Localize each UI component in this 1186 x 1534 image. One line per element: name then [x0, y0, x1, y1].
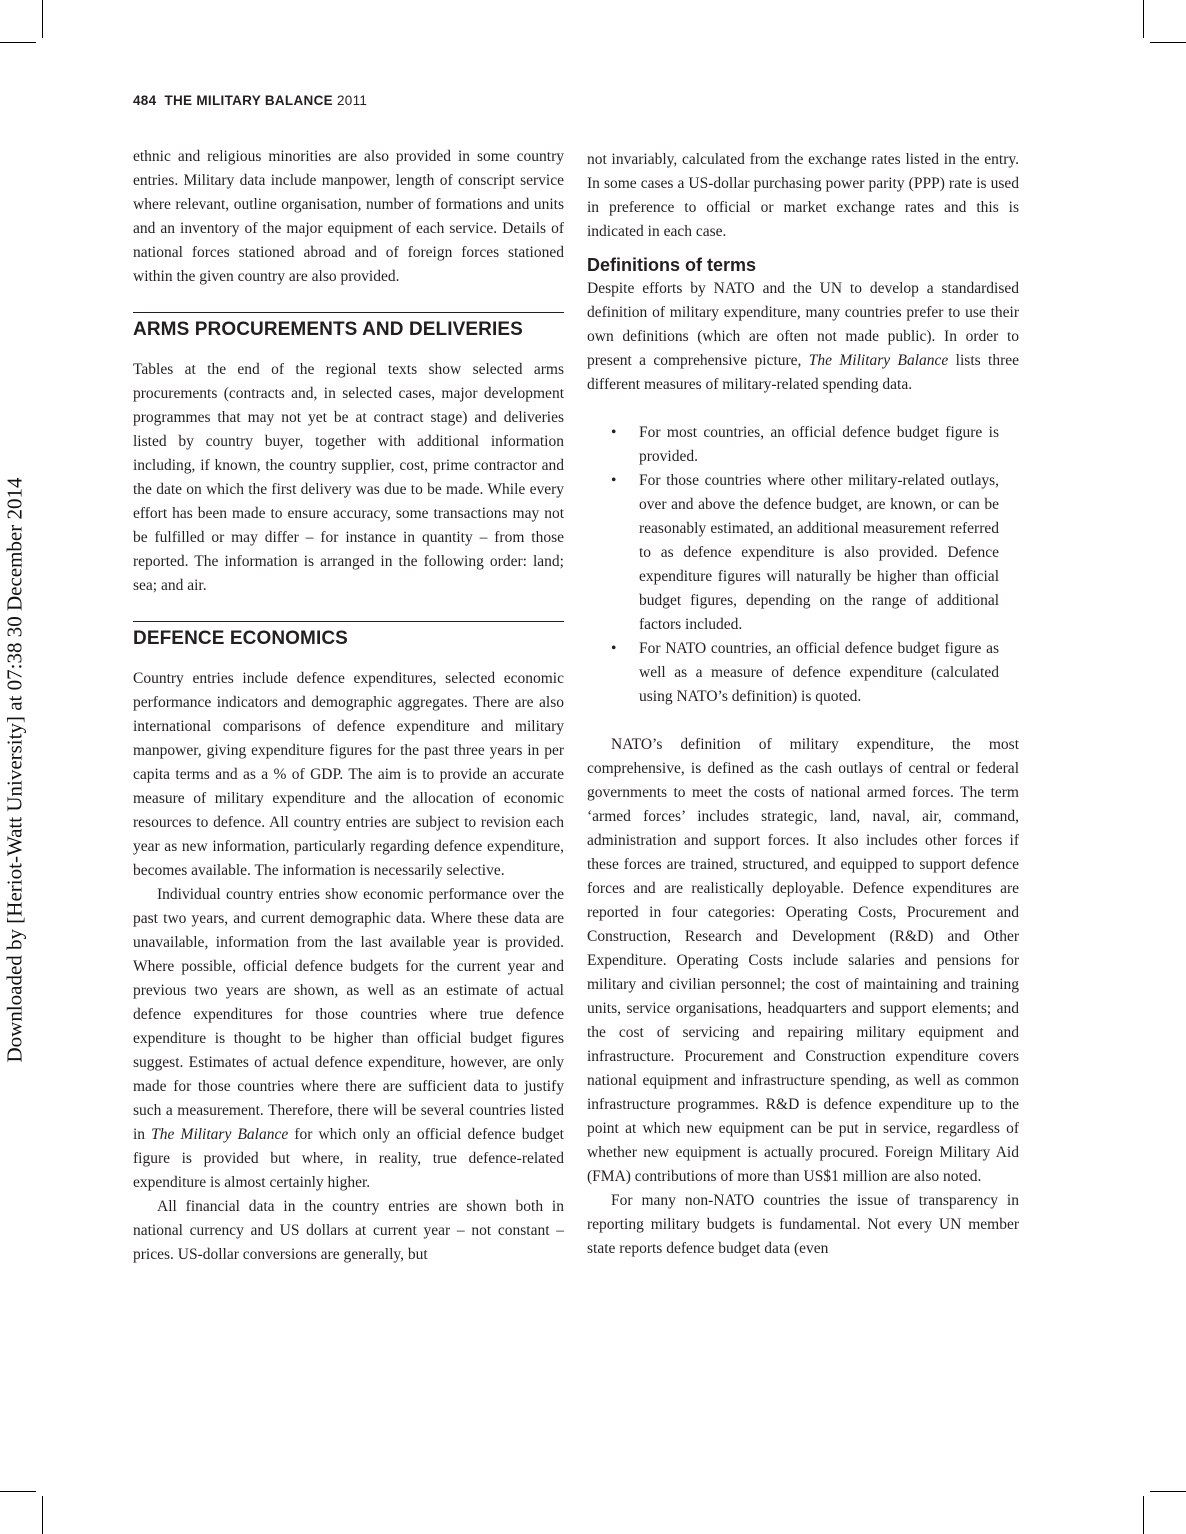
- left-column: [133, 145, 564, 1267]
- download-watermark: [0, 477, 30, 1063]
- subheading-definitions-of-terms: Definitions of terms: [587, 255, 757, 275]
- paragraph-2-text-a: Individual country entries show economic performance over the past two years, and current demographic data. Where these data are unavailable, information from the last available year is provided. Where possible, official defence budgets for the current year and previous two years are shown, as well as an estimate of actual defence expenditures for those countries where true defence expenditure is thought to be higher than official budget figures suggest. Estimates of actual defence expenditure, however, are only made for those countries where there are sufficient data to justify such a measurement. Therefore, there will be several countries listed in: [133, 886, 564, 1143]
- arms-procurements-paragraph: Tables at the end of the regional texts show selected arms procurements (contracts and, in selected cases, major development programmes that may not yet be at contract stage) and deliveries listed by country buyer, together with additional information including, if known, the country supplier, cost, prime contractor and the date on which the first delivery was due to be made. While every effort has been made to ensure accuracy, some transactions may not be fulfilled or may differ – for instance in quantity – from those reported. The information is arranged in the following order: land; sea; and air.: [133, 361, 564, 594]
- list-item: • For most countries, an official defence budget figure is provided.: [587, 421, 1019, 469]
- download-watermark-text: Downloaded by [Heriot-Watt University] at 07:38 30 December 2014: [2, 477, 27, 1063]
- crop-mark-top-right-v: [1143, 0, 1144, 38]
- list-item: • For NATO countries, an official defence budget figure as well as a measure of defence expenditure (calculated using NATO’s definition) is quoted.: [587, 637, 1019, 709]
- right-column: [587, 148, 1019, 1261]
- crop-mark-top-right-h: [1150, 42, 1186, 43]
- crop-mark-top-left-v: [42, 0, 43, 38]
- crop-mark-bottom-left-h: [0, 1491, 36, 1492]
- crop-mark-bottom-left-v: [42, 1496, 43, 1534]
- crop-mark-bottom-right-v: [1143, 1496, 1144, 1534]
- crop-mark-top-left-h: [0, 42, 36, 43]
- page-number: 484: [133, 93, 157, 108]
- continuation-paragraph: not invariably, calculated from the exchange rates listed in the entry. In some cases a US-dollar purchasing power parity (PPP) rate is used in preference to official or market exchange rates and this is indicated in each case.: [587, 151, 1019, 240]
- section-heading-arms-procurements: ARMS PROCUREMENTS AND DELIVERIES: [133, 312, 564, 342]
- publication-year: 2011: [337, 93, 368, 108]
- defence-economics-paragraph-2: [133, 883, 564, 1195]
- publication-title: THE MILITARY BALANCE: [164, 93, 333, 108]
- list-item: • For those countries where other military-related outlays, over and above the defence budget, are known, or can be reasonably estimated, an additional measurement referred to as defence expenditure is also provided. Defence expenditure figures will naturally be higher than official budget figures, depending on the range of additional factors included.: [587, 469, 1019, 637]
- intro-paragraph: ethnic and religious minorities are also provided in some country entries. Military data include manpower, length of conscript service where relevant, outline organisation, number of formations and units and an inventory of the major equipment of each service. Details of national forces stationed abroad and of foreign forces stationed within the given country are also provided.: [133, 148, 564, 285]
- section-heading-defence-economics: DEFENCE ECONOMICS: [133, 621, 564, 651]
- defence-economics-paragraph-3: All financial data in the country entries are shown both in national currency and US dollars at current year – not constant – prices. US-dollar conversions are generally, but: [133, 1198, 564, 1263]
- definitions-paragraph: [587, 277, 1019, 397]
- paragraph-2-text-b: for which only an official defence budget figure is provided but where, in reality, true defence-related expenditure is almost certainly higher.: [133, 1126, 564, 1191]
- publication-title-italic: The Military Balance: [151, 1126, 289, 1143]
- publication-title-italic: The Military Balance: [808, 352, 949, 369]
- spending-measures-list: [587, 421, 1019, 709]
- crop-mark-bottom-right-h: [1150, 1491, 1186, 1492]
- transparency-paragraph: For many non-NATO countries the issue of transparency in reporting military budgets is fundamental. Not every UN member state reports defence budget data (even: [587, 1192, 1019, 1257]
- definitions-text-a: Despite efforts by NATO and the UN to develop a standardised definition of military expenditure, many countries prefer to use their own definitions (which are often not made public). In order to present a comprehensive picture,: [587, 280, 1019, 369]
- definitions-text-b: lists three different measures of military-related spending data.: [587, 352, 1019, 393]
- running-header: [133, 93, 367, 108]
- nato-definition-paragraph: NATO’s definition of military expenditure, the most comprehensive, is defined as the cash outlays of central or federal governments to meet the costs of national armed forces. The term ‘armed forces’ includes strategic, land, naval, air, command, administration and support forces. It also includes other forces if these forces are trained, structured, and equipped to support defence forces and are realistically deployable. Defence expenditures are reported in four categories: Operating Costs, Procurement and Construction, Research and Development (R&D) and Other Expenditure. Operating Costs include salaries and pensions for military and civilian personnel; the cost of maintaining and training units, service organisations, headquarters and support elements; and the cost of servicing and repairing military equipment and infrastructure. Procurement and Construction expenditure covers national equipment and infrastructure spending, as well as common infrastructure programmes. R&D is defence expenditure up to the point at which new equipment can be put in service, regardless of whether new equipment is actually procured. Foreign Military Aid (FMA) contributions of more than US$1 million are also noted.: [587, 736, 1019, 1185]
- defence-economics-paragraph-1: Country entries include defence expenditures, selected economic performance indicators and demographic aggregates. There are also international comparisons of defence expenditure and military manpower, giving expenditure figures for the past three years in per capita terms and as a % of GDP. The aim is to provide an accurate measure of military expenditure and the allocation of economic resources to defence. All country entries are subject to revision each year as new information, particularly regarding defence expenditure, becomes available. The information is necessarily selective.: [133, 670, 564, 879]
